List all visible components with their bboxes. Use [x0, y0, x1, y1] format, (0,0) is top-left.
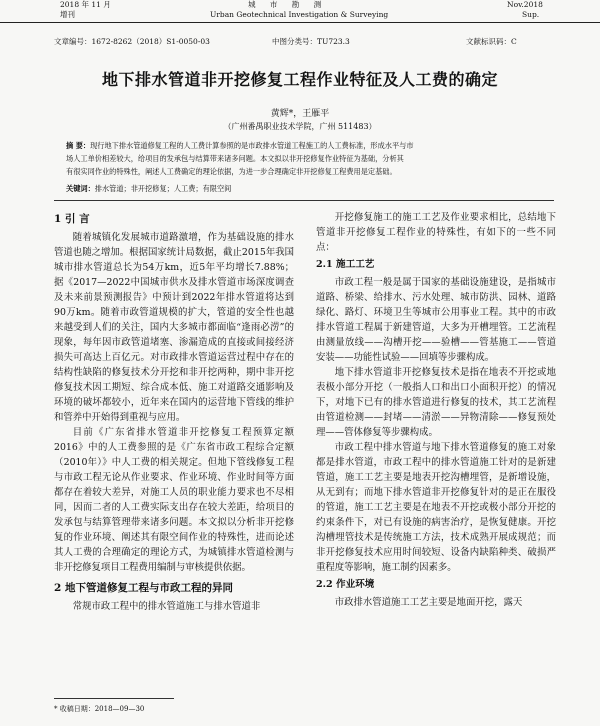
abstract-line-3: 有很实同作业的特殊性，阐述人工费确定的理论依据，为进一步合理确定非开挖修复工程费用是定基础。	[66, 167, 397, 176]
right-column	[316, 210, 556, 610]
abstract-label: 摘 要：	[66, 141, 91, 150]
running-header	[0, 0, 600, 23]
keywords-label: 关键词：	[66, 184, 95, 193]
issue-zh: 2018 年 11 月	[60, 0, 111, 9]
supp-label: Sup.	[522, 10, 540, 19]
section-1-heading: 1 引 言	[54, 213, 90, 225]
paragraph: 开挖修复施工的施工工艺及作业要求相比，总结地下管道非开挖修复工程作业的特殊性，有如下的一些不同点：	[316, 212, 556, 253]
paragraph: 常规市政工程中的排水管道施工与排水管道非	[72, 601, 261, 612]
paragraph: 市政工程一般是属于国家的基础设施建设，是指城市道路、桥梁、给排水、污水处理、城市防洪、园林、道路绿化、路灯、环境卫生等城市公用事业工程。其中的市政排水管道工程属于新建管道，大多为开槽埋管。工艺流程由测量放线——沟槽开挖——验槽——管基施工——管道安装——功能性试验——回填等步骤构成。	[316, 277, 556, 363]
left-column	[54, 210, 294, 614]
section-2-heading: 2 地下管道修复工程与市政工程的异同	[54, 582, 233, 594]
paper-title: 地下排水管道非开挖修复工程作业特征及人工费的确定	[101, 70, 498, 89]
article-number: 文章编号：1672-8262（2018）S1-0050-03	[54, 37, 210, 46]
paragraph: 目前《广东省排水管道非开挖修复工程预算定额2016》中的人工费参照的是《广东省市政工程综合定额（2010年）》中人工费的相关规定。但地下管线修复工程与市政工程无论从作业要求、作业环境、作业时间等方面都存在着较大差异，对施工人员的职业能力要求也不尽相同，因而二者的人工费实际支出存在较大差距，给项目的发承包与结算管理带来诸多问题。本文拟以分析非开挖修复的作业环境、阐述其有限空间作业的特殊性，进而论述其人工费的合理确定的理论方式，为城镇排水管道检测与非开挖修复项目工程费用编制与审核提供依据。	[54, 427, 294, 573]
affiliation: （广州番禺职业技术学院，广州 511483）	[223, 122, 377, 131]
divider	[54, 200, 554, 201]
footnote: * 收稿日期：2018—09—30	[54, 705, 145, 713]
paragraph: 市政工程中排水管道与地下排水管道修复的施工对象都是排水管道，市政工程中的排水管道施工针对的是新建管道，施工工艺主要是地表开挖沟槽埋管，是新增设施，从无到有；而地下排水管道非开挖修复针对的是正在服役的管道，施工工艺主要是在地表不开挖或极小部分开挖的约束条件下，对已有设施的病害治疗，是恢复健康。开挖沟槽埋管技术是传统施工方法，技术成熟开展成规范；而非开挖修复技术应用时间较短、设备内缺陷种类、破损严重程度等影响，施工制约因素多。	[316, 442, 556, 573]
journal-zh: 城 市 勘 测	[248, 0, 328, 9]
abstract-line-2: 场人工单价相差较大，给项目的发承包与结算带来诸多问题。本文拟以非开挖修复作业特征为基础，分析其	[66, 154, 404, 163]
paragraph: 随着城镇化发展城市道路激增，作为基础设施的排水管道也随之增加。根据国家统计局数据，截止2015年我国城市排水管道总长为54万km，近5年平均增长7.88%；据《2017—2022中国城市供水及排水管道市场深度调查及未来前景预测报告》中预计到2022年排水管道将达到90万km。随着市政管道规模的扩大，管道的安全性也越来越受到人们的关注，国内大多城市都面临“逢雨必涝”的现象，每年因市政管道堵塞、渗漏造成的直接或间接经济损失可高达上百亿元。对市政排水管道运营过程中存在的结构性缺陷的修复技术分开挖和非开挖两种，期中非开挖修复技术因工期短、综合成本低、施工对道路交通影响及环境的破坏都较小，近年来在国内的运营地下管线的维护和管养中开始得到重视与应用。	[54, 232, 294, 423]
section-2-1-heading: 2.1 施工工艺	[316, 259, 375, 270]
paragraph: 市政排水管道施工工艺主要是地面开挖，露天	[334, 597, 523, 608]
volume-label: 增刊	[60, 10, 75, 19]
section-2-2-heading: 2.2 作业环境	[316, 579, 375, 590]
keywords-text: 排水管道；非开挖修复；人工费；有限空间	[94, 184, 232, 193]
abstract-line-1: 摘 要：现行地下排水管道修复工程的人工费计算参照的是市政排水管道工程施工的人工费标准，形成水平与市	[66, 141, 414, 150]
issue-en: Nov.2018	[507, 0, 543, 9]
footnote-rule	[54, 698, 174, 699]
keywords	[66, 184, 541, 194]
authors: 黄辉*，王雁平	[270, 109, 330, 119]
paragraph: 地下排水管道非开挖修复技术是指在地表不开挖或地表极小部分开挖（一般指人口和出口小面积开挖）的情况下，对地下已有的排水管道进行修复的技术，其工艺流程由管道检测——封堵——清淤——异物清除——修复预处理——管体修复等步骤构成。	[316, 367, 556, 438]
journal-en: Urban Geotechnical Investigation & Surveying	[210, 10, 389, 19]
document-code: 文献标识码：C	[466, 37, 517, 46]
clc-number: 中图分类号：TU723.3	[272, 37, 350, 46]
